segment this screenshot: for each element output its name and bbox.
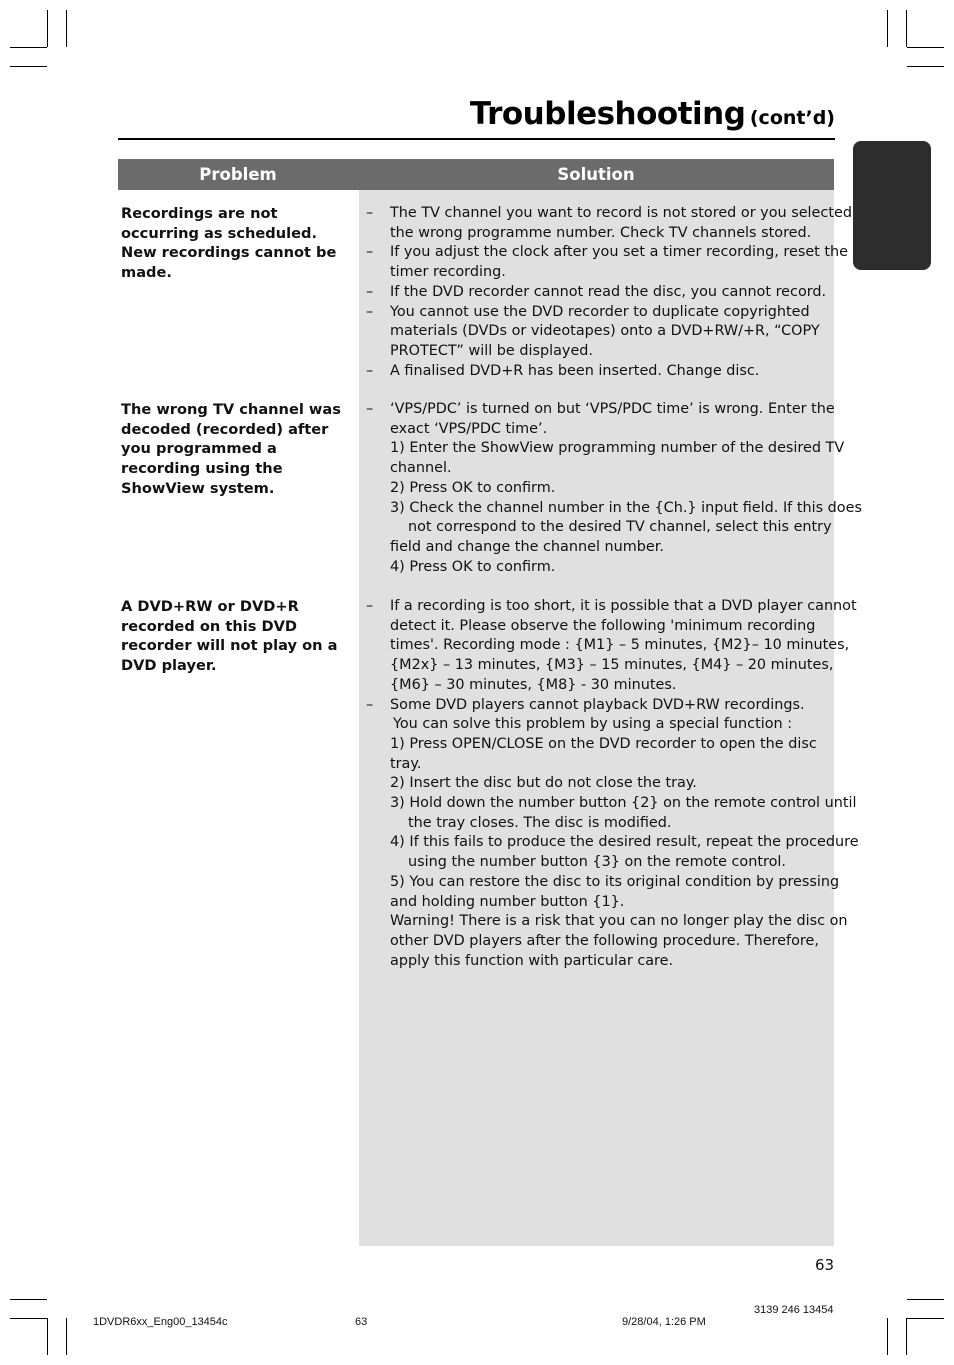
column-header-solution: Solution: [557, 165, 635, 184]
solution-line: [366, 794, 857, 814]
solution-text: [366, 597, 859, 971]
solution-line: [366, 342, 836, 362]
problem-line: New recordings cannot be: [121, 244, 337, 262]
page-title-suffix: (cont’d): [749, 107, 835, 129]
crop-mark: [10, 1318, 47, 1319]
solution-line-text: channel.: [390, 460, 452, 477]
bullet-dash: –: [366, 283, 374, 300]
solution-line-text: tray.: [390, 755, 422, 772]
crop-mark: [10, 47, 47, 48]
solution-line: [366, 558, 836, 578]
solution-line-text: field and change the channel number.: [390, 538, 664, 555]
footer-code: 3139 246 13454: [754, 1304, 834, 1316]
language-tab-label: English: [28, 163, 43, 238]
problem-line: made.: [121, 264, 172, 282]
solution-line-text: If a recording is too short, it is possible that a DVD player cannot: [390, 598, 857, 614]
solution-line: [366, 774, 836, 794]
solution-line: [366, 617, 836, 637]
solution-line-text: If you adjust the clock after you set a timer recording, reset the: [390, 244, 849, 261]
solution-line-text: 4) Press OK to confirm.: [390, 558, 556, 575]
solution-line-text: timer recording.: [390, 264, 506, 281]
problem-line: you programmed a: [121, 440, 277, 458]
solution-line-text: the wrong programme number. Check TV channels stored.: [390, 224, 812, 241]
solution-line: [366, 696, 836, 716]
solution-line: [366, 499, 862, 519]
bullet-dash: –: [366, 401, 374, 417]
solution-line-text: not correspond to the desired TV channel, select this entry: [408, 519, 832, 536]
problem-text: [121, 204, 341, 283]
page-title: [470, 96, 835, 132]
problem-line: occurring as scheduled.: [121, 224, 317, 242]
solution-line-text: You can solve this problem by using a special function :: [393, 716, 793, 733]
crop-mark: [887, 10, 888, 47]
solution-line: [366, 224, 836, 244]
solution-line: [366, 755, 836, 775]
footer-date: 9/28/04, 1:26 PM: [622, 1316, 706, 1328]
solution-line-text: 3) Check the channel number in the {Ch.} input field. If this does: [390, 499, 862, 516]
crop-mark: [66, 10, 67, 47]
solution-line: [366, 893, 836, 913]
solution-line-text: 1) Press OPEN/CLOSE on the DVD recorder to open the disc: [390, 735, 817, 752]
crop-mark: [906, 10, 907, 47]
footer-page: 63: [355, 1316, 368, 1328]
solution-line-text: 5) You can restore the disc to its original condition by pressing: [390, 873, 840, 890]
table-header: [118, 159, 834, 190]
solution-line: [366, 833, 859, 853]
solution-text: [366, 204, 852, 381]
crop-mark: [906, 1318, 907, 1355]
solution-line: [366, 283, 836, 303]
bullet-dash: –: [366, 205, 374, 221]
solution-line-text: 2) Press OK to confirm.: [390, 479, 556, 496]
solution-line-text: and holding number button {1}.: [390, 893, 625, 910]
solution-line: [366, 932, 836, 952]
solution-line-text: 2) Insert the disc but do not close the tray.: [390, 775, 697, 792]
solution-line: [366, 263, 836, 283]
solution-line: [366, 538, 836, 558]
footer-file: 1DVDR6xx_Eng00_13454c: [93, 1316, 228, 1328]
solution-line-text: If the DVD recorder cannot read the disc, you cannot record.: [390, 283, 827, 300]
solution-line: [366, 597, 857, 617]
solution-line: [366, 322, 836, 342]
solution-line: [366, 204, 852, 224]
solution-line-text: exact ‘VPS/PDC time’.: [390, 420, 548, 437]
language-tab: [853, 141, 931, 270]
solution-line: [366, 362, 836, 382]
problem-line: recorder will not play on a: [121, 637, 338, 655]
bullet-dash: –: [366, 598, 374, 614]
solution-line: [366, 676, 836, 696]
problem-line: decoded (recorded) after: [121, 420, 329, 438]
solution-line: [366, 479, 836, 499]
problem-line: DVD player.: [121, 657, 217, 675]
solution-line-text: {M2x} – 13 minutes, {M3} – 15 minutes, {M4} – 20 minutes,: [390, 657, 834, 674]
solution-line: [366, 873, 840, 893]
solution-line-text: Warning! There is a risk that you can no longer play the disc on: [390, 913, 848, 930]
solution-line-text: ‘VPS/PDC’ is turned on but ‘VPS/PDC time’ is wrong. Enter the: [390, 401, 835, 417]
column-header-problem: Problem: [199, 165, 277, 184]
solution-line-text: apply this function with particular care.: [390, 952, 674, 969]
solution-line-text: other DVD players after the following procedure. Therefore,: [390, 932, 819, 949]
crop-mark: [47, 1318, 48, 1355]
solution-line-text: PROTECT” will be displayed.: [390, 342, 594, 359]
bullet-dash: –: [366, 696, 374, 713]
solution-text: [366, 400, 862, 577]
crop-mark: [907, 47, 944, 48]
problem-text: [121, 400, 341, 499]
crop-mark: [907, 1318, 944, 1319]
bullet-dash: –: [366, 362, 374, 379]
crop-mark: [10, 66, 47, 67]
problem-line: ShowView system.: [121, 479, 275, 497]
crop-mark: [66, 1318, 67, 1355]
crop-mark: [887, 1318, 888, 1355]
solution-line: [366, 735, 836, 755]
solution-line: [366, 853, 836, 873]
problem-line: Recordings are not: [121, 205, 278, 222]
solution-line: [366, 420, 836, 440]
problem-text: [121, 597, 341, 676]
solution-line-text: using the number button {3} on the remote control.: [408, 854, 786, 871]
solution-line: [366, 814, 836, 834]
solution-line-text: A finalised DVD+R has been inserted. Change disc.: [390, 362, 760, 379]
solution-line: [366, 243, 849, 263]
solution-line-text: the tray closes. The disc is modified.: [408, 814, 672, 831]
title-rule: [118, 138, 835, 140]
solution-line: [366, 303, 836, 323]
page-number: 63: [815, 1256, 835, 1274]
problem-line: A DVD+RW or DVD+R: [121, 598, 299, 615]
crop-mark: [47, 10, 48, 47]
problem-line: recorded on this DVD: [121, 617, 297, 635]
solution-line-text: times'. Recording mode : {M1} – 5 minutes, {M2}– 10 minutes,: [390, 637, 850, 654]
solution-line-text: 1) Enter the ShowView programming number of the desired TV: [390, 440, 845, 457]
solution-line: [366, 952, 836, 972]
solution-line: [366, 656, 836, 676]
solution-line-text: You cannot use the DVD recorder to duplicate copyrighted: [390, 303, 810, 320]
bullet-dash: –: [366, 244, 374, 261]
solution-line-text: {M6} – 30 minutes, {M8} - 30 minutes.: [390, 676, 677, 693]
solution-line-text: Some DVD players cannot playback DVD+RW recordings.: [390, 696, 805, 713]
solution-line-text: materials (DVDs or videotapes) onto a DVD+RW/+R, “COPY: [390, 323, 820, 340]
solution-line-text: 4) If this fails to produce the desired result, repeat the procedure: [390, 834, 859, 851]
problem-line: recording using the: [121, 460, 283, 478]
crop-mark: [10, 1299, 47, 1300]
solution-line: [366, 715, 836, 735]
solution-line: [366, 518, 836, 538]
solution-line: [366, 912, 848, 932]
crop-mark: [907, 1299, 944, 1300]
solution-line-text: detect it. Please observe the following 'minimum recording: [390, 617, 816, 634]
bullet-dash: –: [366, 303, 374, 320]
solution-line: [366, 459, 836, 479]
crop-mark: [907, 66, 944, 67]
solution-line: [366, 400, 836, 420]
problem-line: The wrong TV channel was: [121, 401, 341, 418]
solution-line: [366, 439, 845, 459]
page-title-main: Troubleshooting: [469, 96, 746, 132]
solution-line-text: 3) Hold down the number button {2} on the remote control until: [390, 795, 857, 812]
solution-line: [366, 636, 850, 656]
solution-line-text: The TV channel you want to record is not stored or you selected: [390, 205, 852, 221]
